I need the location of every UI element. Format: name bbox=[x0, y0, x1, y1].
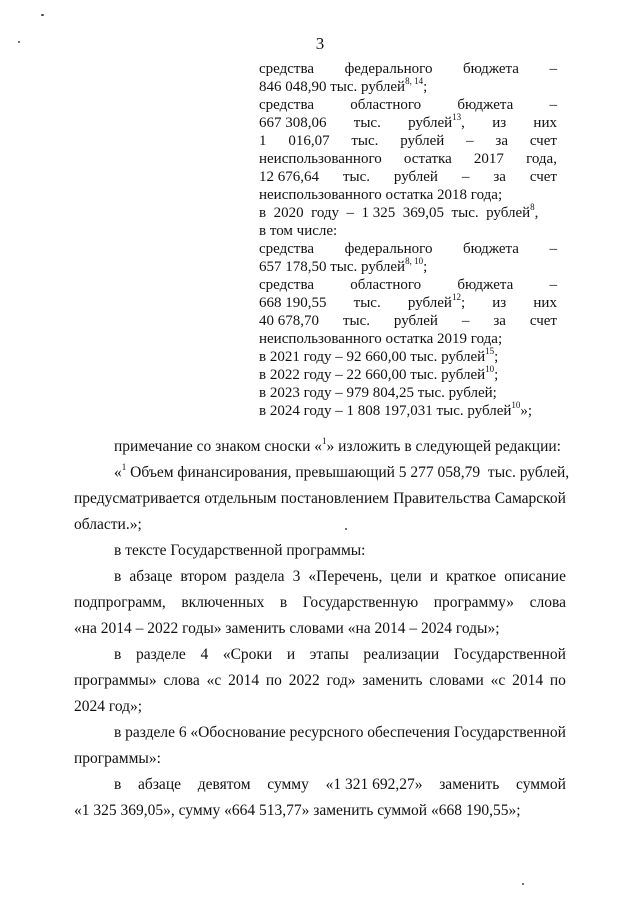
paragraph-line: области.»; bbox=[74, 516, 142, 533]
punct: »; bbox=[520, 403, 533, 419]
word: счет bbox=[529, 169, 557, 185]
word: «с bbox=[490, 672, 506, 689]
word: ресурсного bbox=[289, 724, 364, 741]
word: 3 bbox=[292, 568, 301, 585]
word: разделе bbox=[125, 724, 176, 741]
word: слова bbox=[529, 594, 566, 611]
word: федерального bbox=[344, 61, 433, 77]
word: них bbox=[533, 115, 557, 131]
footnote-ref: 8, 14 bbox=[405, 76, 424, 86]
column-line bbox=[259, 294, 557, 312]
footnote-ref: 10 bbox=[511, 400, 521, 410]
punct: ; bbox=[494, 349, 499, 365]
scan-speck bbox=[522, 883, 524, 885]
column-line bbox=[259, 402, 532, 420]
word: предусматривается bbox=[74, 490, 201, 507]
paragraph-line: в тексте Государственной программы: bbox=[114, 542, 366, 559]
word: рублей bbox=[400, 133, 445, 149]
word: областного bbox=[350, 277, 422, 293]
column-line bbox=[259, 78, 427, 96]
word: обеспечения bbox=[367, 724, 451, 741]
text: примечание со знаком сноски « bbox=[114, 438, 322, 455]
column-line bbox=[259, 276, 557, 294]
paragraph-line: 2024 год»; bbox=[74, 698, 143, 715]
word: втором bbox=[180, 568, 227, 585]
column-line bbox=[259, 114, 557, 132]
word: в bbox=[114, 646, 122, 663]
column-line: в 2023 году – 979 804,25 тыс. рублей; bbox=[259, 385, 497, 401]
word: Государственной bbox=[453, 724, 566, 741]
word: 667 308,06 bbox=[259, 115, 327, 131]
word: 40 678,70 bbox=[259, 313, 319, 329]
word: бюджета bbox=[463, 61, 519, 77]
column-line bbox=[259, 366, 498, 384]
word: заменить bbox=[362, 672, 423, 689]
footnote-ref: 15 bbox=[485, 346, 495, 356]
word: счет bbox=[529, 133, 557, 149]
word: девятом bbox=[197, 776, 251, 793]
word: «Сроки bbox=[222, 646, 273, 663]
column-line bbox=[259, 348, 498, 366]
word: тыс. bbox=[353, 115, 381, 131]
word: года, bbox=[526, 151, 557, 167]
word: – bbox=[549, 61, 557, 77]
word: Государственную bbox=[302, 594, 419, 611]
word: Государственной bbox=[453, 646, 566, 663]
word: из bbox=[492, 115, 507, 131]
word: по bbox=[549, 672, 566, 689]
word: 2017 bbox=[473, 151, 504, 167]
word: остатка bbox=[403, 151, 452, 167]
word: и bbox=[429, 568, 438, 585]
word: средства bbox=[259, 277, 315, 293]
word: 668 190,55 bbox=[259, 295, 327, 311]
word: реализации bbox=[363, 646, 440, 663]
amount-text: в 2022 году – 22 660,00 тыс. рублей bbox=[259, 367, 486, 383]
word: тыс. bbox=[342, 169, 370, 185]
word: 4 bbox=[200, 646, 209, 663]
amount-text: в 2021 году – 92 660,00 тыс. рублей bbox=[259, 349, 486, 365]
paragraph-line bbox=[114, 723, 566, 743]
word: в bbox=[114, 776, 122, 793]
word: «с bbox=[206, 672, 222, 689]
scan-speck bbox=[41, 14, 44, 16]
word: – bbox=[466, 133, 474, 149]
footnote-ref: 8 bbox=[530, 202, 535, 212]
word: сумму bbox=[267, 776, 309, 793]
word: постановлением bbox=[280, 490, 389, 507]
column-line bbox=[259, 312, 557, 330]
word: и bbox=[286, 646, 296, 663]
footnote-ref: 1 bbox=[121, 461, 127, 472]
word: Правительства bbox=[393, 490, 491, 507]
punct: ; bbox=[423, 79, 428, 95]
amount-text: в 2020 году – 1 325 369,05 тыс. рублей bbox=[259, 205, 531, 221]
word: за bbox=[493, 169, 506, 185]
word-text: рублей bbox=[407, 295, 452, 311]
paragraph-line bbox=[114, 775, 566, 795]
scan-speck bbox=[345, 528, 347, 530]
word: 2022 bbox=[288, 672, 320, 689]
word: слова bbox=[163, 672, 200, 689]
word: бюджета bbox=[457, 97, 514, 113]
word: описание bbox=[504, 568, 566, 585]
amount-text: 657 178,50 тыс. рублей bbox=[259, 259, 406, 275]
punct: ; bbox=[460, 295, 466, 311]
paragraph-line bbox=[114, 437, 561, 457]
word: за bbox=[495, 133, 508, 149]
paragraph-line bbox=[114, 645, 566, 665]
page-number: 3 bbox=[315, 34, 325, 53]
word: тыс. bbox=[353, 295, 381, 311]
word: – bbox=[549, 241, 557, 257]
word: средства bbox=[259, 241, 315, 257]
word: – bbox=[549, 97, 557, 113]
word: Самарской bbox=[494, 490, 566, 507]
word-text: рублей bbox=[408, 115, 453, 131]
punct: ; bbox=[494, 367, 499, 383]
footnote-ref: 1 bbox=[322, 435, 327, 446]
word: заменить bbox=[439, 776, 500, 793]
punct: ; bbox=[423, 259, 428, 275]
word: средства bbox=[259, 97, 315, 113]
column-line: неиспользованного остатка 2019 года; bbox=[259, 331, 503, 347]
word: программу» bbox=[433, 594, 515, 611]
word: отдельным bbox=[204, 490, 277, 507]
text: » изложить в следующей редакции: bbox=[326, 438, 561, 455]
paragraph-line bbox=[114, 567, 566, 587]
word: в bbox=[114, 568, 122, 585]
word: раздела bbox=[234, 568, 285, 585]
word: «Обоснование bbox=[190, 724, 286, 741]
paragraph-line bbox=[74, 593, 566, 613]
paragraph-line bbox=[114, 463, 569, 483]
scan-speck bbox=[18, 41, 20, 43]
word: краткое bbox=[446, 568, 497, 585]
word bbox=[408, 114, 465, 132]
word: федерального bbox=[344, 241, 433, 257]
word: цели bbox=[390, 568, 422, 585]
word: год» bbox=[326, 672, 356, 689]
word: – bbox=[461, 313, 470, 329]
word: программы» bbox=[74, 672, 157, 689]
word: абзаце bbox=[129, 568, 173, 585]
word: средства bbox=[259, 61, 315, 77]
word: 6 bbox=[178, 724, 187, 741]
word: «1 321 692,27» bbox=[325, 776, 423, 793]
word: 2014 bbox=[228, 672, 260, 689]
word: тыс. bbox=[351, 133, 379, 149]
word: этапы bbox=[309, 646, 349, 663]
footnote-ref: 10 bbox=[485, 364, 495, 374]
column-line bbox=[259, 204, 538, 222]
word: за bbox=[493, 313, 506, 329]
text: « bbox=[114, 464, 122, 481]
column-line bbox=[259, 132, 557, 150]
word: по bbox=[265, 672, 282, 689]
word: бюджета bbox=[457, 277, 514, 293]
word: абзаце bbox=[138, 776, 181, 793]
word: из bbox=[492, 295, 507, 311]
text: Объем финансирования, превышающий 5 277 058,79 тыс. рублей, bbox=[126, 464, 570, 481]
word: 12 676,64 bbox=[259, 169, 319, 185]
word: суммой bbox=[516, 776, 566, 793]
punct: , bbox=[534, 205, 539, 221]
column-line: неиспользованного остатка 2018 года; bbox=[259, 187, 503, 203]
paragraph-line: программы»: bbox=[74, 750, 161, 767]
word: «Перечень, bbox=[308, 568, 383, 585]
paragraph-line: «на 2014 – 2022 годы» заменить словами «на 2014 – 2024 годы»; bbox=[74, 620, 500, 637]
word: разделе bbox=[135, 646, 186, 663]
word: неиспользованного bbox=[259, 151, 382, 167]
amount-text: 846 048,90 тыс. рублей bbox=[259, 79, 406, 95]
word: 1 bbox=[259, 133, 267, 149]
word: них bbox=[533, 295, 557, 311]
word: рублей bbox=[393, 313, 438, 329]
word: рублей bbox=[393, 169, 438, 185]
column-line bbox=[259, 150, 557, 168]
word: бюджета bbox=[463, 241, 519, 257]
word: областного bbox=[350, 97, 422, 113]
word: в bbox=[114, 724, 122, 741]
footnote-ref: 8, 10 bbox=[405, 256, 424, 266]
word: подпрограмм, bbox=[74, 594, 166, 611]
word: тыс. bbox=[342, 313, 370, 329]
word: 2014 bbox=[512, 672, 544, 689]
punct: , bbox=[461, 115, 465, 131]
column-line: в том числе: bbox=[259, 223, 338, 239]
column-line bbox=[259, 96, 557, 114]
footnote-ref: 12 bbox=[451, 292, 461, 302]
word: 016,07 bbox=[288, 133, 330, 149]
column-line bbox=[259, 168, 557, 186]
footnote-ref: 13 bbox=[452, 112, 462, 122]
amount-text: в 2024 году – 1 808 197,031 тыс. рублей bbox=[259, 403, 512, 419]
word: счет bbox=[529, 313, 557, 329]
word: включенных bbox=[181, 594, 265, 611]
word: – bbox=[461, 169, 470, 185]
word: в bbox=[279, 594, 288, 611]
column-line bbox=[259, 258, 427, 276]
word: – bbox=[549, 277, 557, 293]
paragraph-line bbox=[74, 671, 566, 691]
paragraph-line: «1 325 369,05», сумму «664 513,77» заменить суммой «668 190,55»; bbox=[74, 802, 521, 819]
word: словами bbox=[429, 672, 484, 689]
word bbox=[408, 294, 465, 312]
paragraph-line bbox=[74, 489, 566, 509]
